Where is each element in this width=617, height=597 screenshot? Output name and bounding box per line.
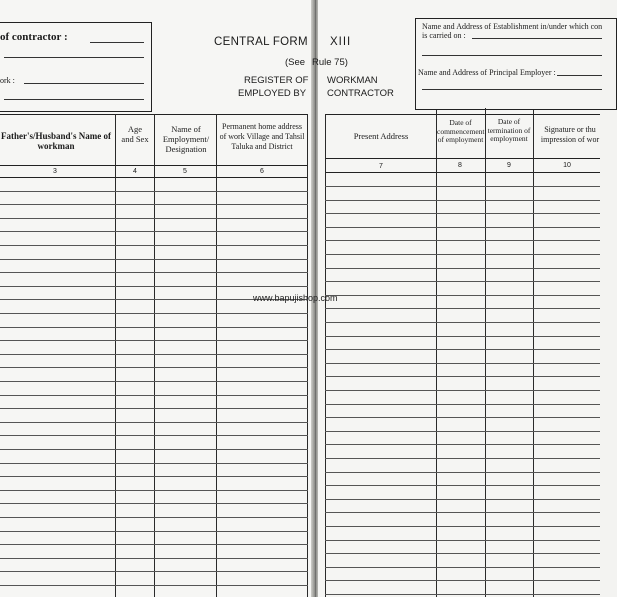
table-row-line xyxy=(325,404,600,405)
table-row-line xyxy=(0,544,308,545)
table-row-line xyxy=(325,349,600,350)
contractor-work-label: ork : xyxy=(0,76,15,85)
table-row-line xyxy=(325,295,600,296)
table-row-line xyxy=(325,227,600,228)
table-row-line xyxy=(325,444,600,445)
establishment-label: Name and Address of Establishment in/under which con xyxy=(422,22,603,31)
table-row-line xyxy=(325,308,600,309)
table-row-line xyxy=(325,363,600,364)
table-row-line xyxy=(0,558,308,559)
right-page xyxy=(312,0,603,597)
principal-employer-label: Name and Address of Principal Employer : xyxy=(418,68,556,77)
table-row-line xyxy=(325,186,600,187)
table-row-line xyxy=(0,313,308,314)
table-row-line xyxy=(325,512,600,513)
table-row-line xyxy=(325,254,600,255)
table-row-line xyxy=(325,472,600,473)
table-row-line xyxy=(0,476,308,477)
table-row-line xyxy=(0,245,308,246)
col-header-age-sex: Age and Sex xyxy=(121,124,149,144)
table-row-line xyxy=(0,395,308,396)
col-header-commencement: Date of commencement of employment xyxy=(437,118,485,144)
table-row-line xyxy=(325,322,600,323)
rule-ref-right: Rule 75) xyxy=(312,57,348,68)
table-row-line xyxy=(325,526,600,527)
table-row-line xyxy=(0,354,308,355)
table-row-line xyxy=(325,580,600,581)
form-title-left: CENTRAL FORM xyxy=(214,36,308,48)
table-row-line xyxy=(0,435,308,436)
form-title-right: XIII xyxy=(330,36,352,48)
table-row-line xyxy=(0,286,308,287)
table-row-line xyxy=(0,585,308,586)
watermark-text: www.bapujishop.com xyxy=(253,293,338,303)
register-title-left: REGISTER OF xyxy=(244,75,309,86)
table-row-line xyxy=(0,259,308,260)
col-num-6: 6 xyxy=(260,168,264,175)
table-row-line xyxy=(0,408,308,409)
table-row-line xyxy=(0,218,308,219)
table-row-line xyxy=(325,431,600,432)
table-row-line xyxy=(0,490,308,491)
table-row-line xyxy=(325,213,600,214)
col-header-termination: Date of termination of employment xyxy=(487,117,531,143)
table-row-line xyxy=(0,463,308,464)
workman-title-right: WORKMAN xyxy=(327,75,378,86)
table-row-line xyxy=(0,449,308,450)
table-row-line xyxy=(0,340,308,341)
table-row-line xyxy=(0,191,308,192)
table-row-line xyxy=(325,390,600,391)
table-row-line xyxy=(0,422,308,423)
rule-ref-left: (See xyxy=(285,57,306,68)
col-header-present-address: Present Address xyxy=(353,131,409,141)
col-header-signature: Signature or thu impression of wor xyxy=(540,125,600,144)
table-row-line xyxy=(0,517,308,518)
table-row-line xyxy=(325,553,600,554)
col-num-3: 3 xyxy=(53,168,57,175)
employed-by-left: EMPLOYED BY xyxy=(238,88,307,99)
table-row-line xyxy=(325,376,600,377)
contractor-name-label: of contractor : xyxy=(0,31,68,43)
table-row-line xyxy=(0,272,308,273)
col-num-5: 5 xyxy=(183,168,187,175)
table-row-line xyxy=(325,485,600,486)
table-row-line xyxy=(325,594,600,595)
col-num-9: 9 xyxy=(507,162,511,169)
col-num-7: 7 xyxy=(379,163,383,170)
carried-on-label: is carried on : xyxy=(422,31,466,40)
col-header-permanent-address: Permanent home address of work Village and Tahsil Taluka and District xyxy=(219,122,305,151)
col-num-10: 10 xyxy=(563,162,571,169)
table-row-line xyxy=(325,499,600,500)
table-row-line xyxy=(325,458,600,459)
table-row-line xyxy=(0,381,308,382)
table-row-line xyxy=(0,571,308,572)
table-row-line xyxy=(325,200,600,201)
table-row-line xyxy=(325,336,600,337)
table-row-line xyxy=(0,231,308,232)
table-row-line xyxy=(0,503,308,504)
contractor-title-right: CONTRACTOR xyxy=(327,88,394,99)
table-row-line xyxy=(325,240,600,241)
col-num-4: 4 xyxy=(133,168,137,175)
table-row-line xyxy=(0,531,308,532)
table-row-line xyxy=(325,268,600,269)
table-row-line xyxy=(325,567,600,568)
col-header-employment: Name of Employment/ Designation xyxy=(162,124,210,154)
col-header-fathers-name: Father's/Husband's Name of workman xyxy=(0,131,111,151)
table-row-line xyxy=(0,204,308,205)
table-row-line xyxy=(325,281,600,282)
col-num-8: 8 xyxy=(458,162,462,169)
table-row-line xyxy=(0,367,308,368)
table-row-line xyxy=(325,540,600,541)
table-row-line xyxy=(0,327,308,328)
table-row-line xyxy=(325,417,600,418)
